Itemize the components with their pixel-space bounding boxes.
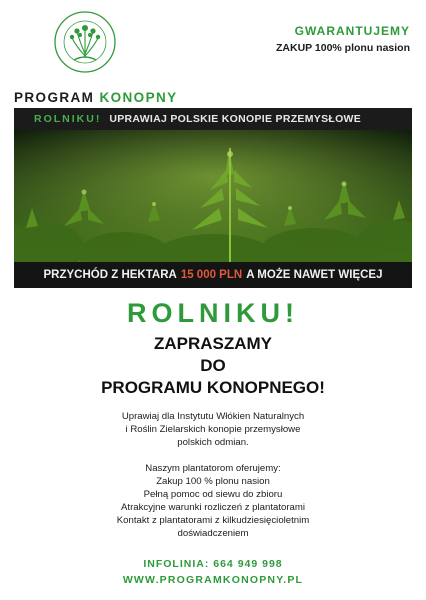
logo-wordmark: [14, 90, 190, 105]
website-link[interactable]: WWW.PROGRAMKONOPNY.PL: [122, 574, 304, 586]
intro-paragraph: [0, 410, 426, 449]
invite-line: DO: [200, 356, 226, 375]
income-amount: 15 000 PLN: [180, 269, 243, 281]
paragraph-line: Uprawiaj dla Instytutu Włókien Naturalnych: [121, 411, 305, 422]
top-banner: [14, 108, 412, 130]
income-text-end: A MOŻE NAWET WIĘCEJ: [246, 269, 383, 281]
offer-line: doświadczeniem: [177, 528, 249, 539]
offer-line: Pełną pomoc od siewu do zbioru: [143, 489, 283, 500]
hemp-field-image: [14, 130, 412, 262]
offer-line: Kontakt z plantatorami z kilkudziesięcioletnim: [116, 515, 310, 526]
income-text-start: PRZYCHÓD Z HEKTARA: [43, 269, 177, 281]
offer-line: Zakup 100 % plonu nasion: [156, 476, 270, 487]
guarantee-box: [250, 24, 410, 54]
program-logo: [14, 10, 190, 110]
guarantee-title: GWARANTUJEMY: [294, 24, 410, 38]
top-banner-text: UPRAWIAJ POLSKIE KONOPIE PRZEMYSŁOWE: [109, 113, 362, 125]
guarantee-text: ZAKUP 100% plonu nasion: [276, 42, 410, 54]
offer-list: [0, 462, 426, 540]
logo-word-program: PROGRAM: [14, 90, 95, 105]
invite-line: PROGRAMU KONOPNEGO!: [101, 378, 325, 397]
institute-emblem-icon: [50, 10, 120, 82]
hotline-number: INFOLINIA: 664 949 998: [143, 558, 283, 570]
offer-line: Naszym plantatorom oferujemy:: [145, 463, 281, 474]
paragraph-line: polskich odmian.: [177, 437, 249, 448]
offer-line: Atrakcyjne warunki rozliczeń z plantatorami: [121, 502, 305, 513]
income-banner: [14, 262, 412, 288]
top-banner-accent: ROLNIKU!: [34, 113, 102, 125]
logo-word-konopny: KONOPNY: [99, 90, 178, 105]
hemp-field-photo: [14, 130, 412, 262]
invite-line: ZAPRASZAMY: [153, 334, 273, 353]
invitation-heading: [0, 333, 426, 399]
main-heading: ROLNIKU!: [127, 298, 299, 328]
paragraph-line: i Roślin Zielarskich konopie przemysłowe: [125, 424, 301, 435]
